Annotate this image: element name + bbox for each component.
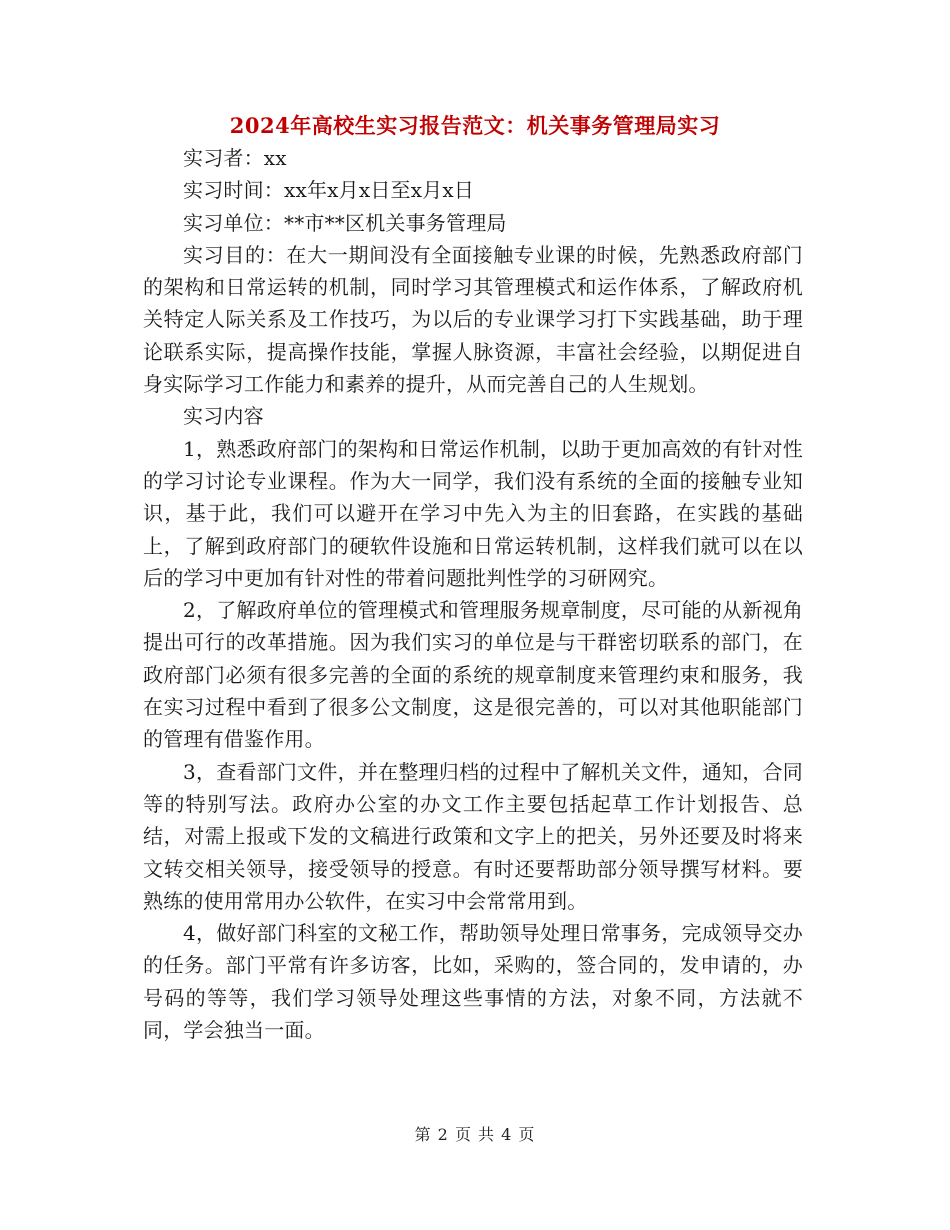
document-body	[143, 142, 803, 1046]
intern-unit-line: 实习单位：**市**区机关事务管理局	[183, 210, 507, 235]
content-item-1: 1，熟悉政府部门的架构和日常运作机制，以助于更加高效的有针对性的学习讨论专业课程。作为大一同学，我们没有系统的全面的接触专业知识，基于此，我们可以避开在学习中先入为主的旧套路，在实践的基础上，了解到政府部门的硬软件设施和日常运转机制，这样我们就可以在以后的学习中更加有针对性的带着问题批判性学的习研网究。	[143, 436, 803, 590]
page-number-footer: 第 2 页 共 4 页	[414, 1125, 536, 1144]
intern-content-heading: 实习内容	[183, 404, 264, 429]
intern-purpose-paragraph: 实习目的：在大一期间没有全面接触专业课的时候，先熟悉政府部门的架构和日常运转的机制，同时学习其管理模式和运作体系，了解政府机关特定人际关系及工作技巧，为以后的专业课学习打下实践基础，助于理论联系实际，提高操作技能，掌握人脉资源，丰富社会经验，以期促进自身实际学习工作能力和素养的提升，从而完善自己的人生规划。	[143, 242, 803, 397]
content-item-2: 2，了解政府单位的管理模式和管理服务规章制度，尽可能的从新视角提出可行的改革措施。因为我们实习的单位是与干群密切联系的部门，在政府部门必须有很多完善的全面的系统的规章制度来管理约束和服务，我在实习过程中看到了很多公文制度，这是很完善的，可以对其他职能部门的管理有借鉴作用。	[143, 598, 803, 752]
intern-name-line: 实习者：xx	[183, 146, 287, 170]
content-item-4: 4，做好部门科室的文秘工作，帮助领导处理日常事务，完成领导交办的任务。部门平常有许多访客，比如，采购的，签合同的，发申请的，办号码的等等，我们学习领导处理这些事情的方法，对象不同，方法就不同，学会独当一面。	[143, 921, 803, 1043]
document-title: 2024年高校生实习报告范文：机关事务管理局实习	[229, 113, 721, 138]
content-item-3: 3，查看部门文件，并在整理归档的过程中了解机关文件，通知，合同等的特别写法。政府办公室的办文工作主要包括起草工作计划报告、总结，对需上报或下发的文稿进行政策和文字上的把关，另外还要及时将来文转交相关领导，接受领导的授意。有时还要帮助部分领导撰写材料。要熟练的使用常用办公软件，在实习中会常常用到。	[143, 759, 803, 913]
intern-period-line: 实习时间：xx年x月x日至x月x日	[183, 178, 475, 203]
